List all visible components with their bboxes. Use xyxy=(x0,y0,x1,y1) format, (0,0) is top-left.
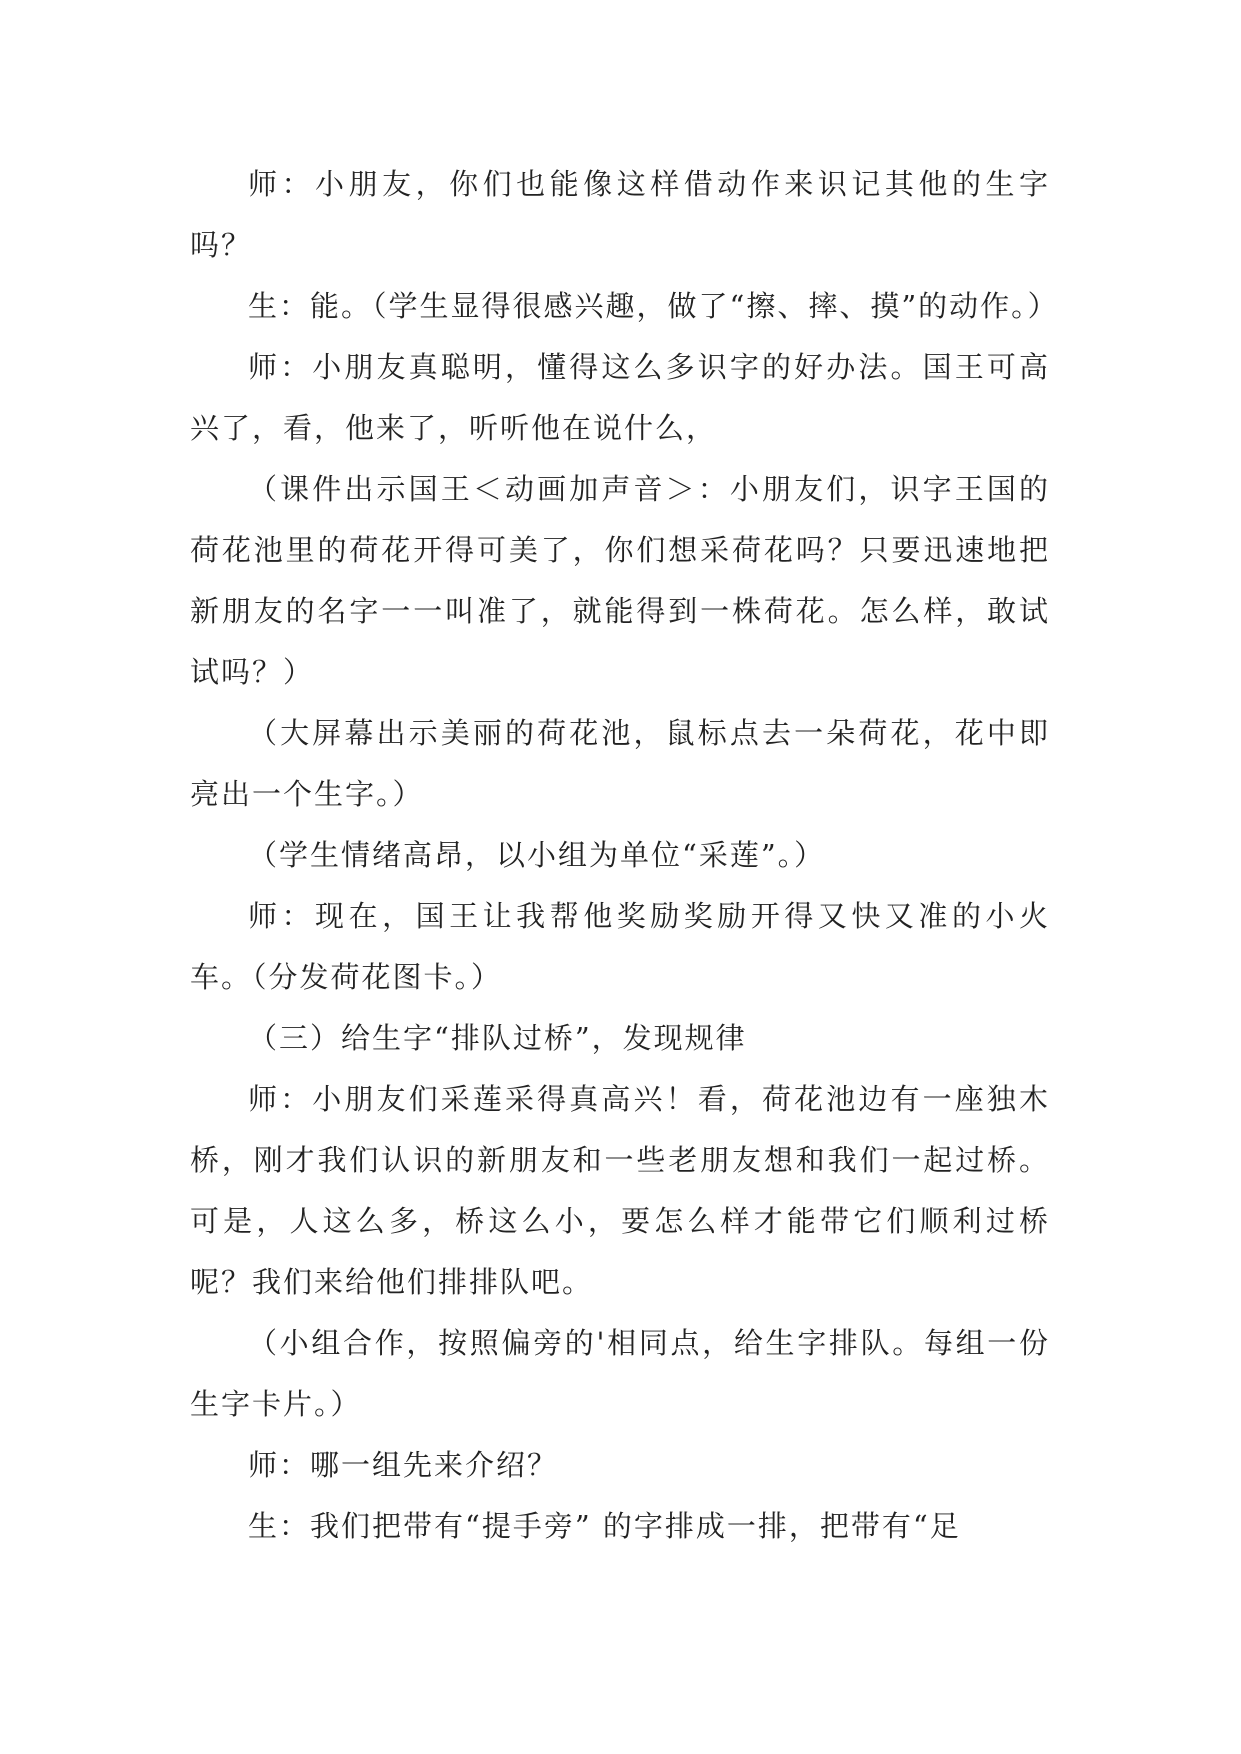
paragraph: （课件出示国王＜动画加声音＞：小朋友们，识字王国的荷花池里的荷花开得可美了，你们想采荷花吗？只要迅速地把新朋友的名字一一叫准了，就能得到一株荷花。怎么样，敢试试吗？） xyxy=(190,472,1050,689)
paragraph: （小组合作，按照偏旁的'相同点，给生字排队。每组一份生字卡片。） xyxy=(190,1326,1050,1421)
section-heading: （三）给生字“排队过桥”，发现规律 xyxy=(248,1021,747,1055)
paragraph: 生：我们把带有“提手旁” 的字排成一排，把带有“足 xyxy=(248,1509,961,1543)
paragraph: 师：小朋友们采莲采得真高兴！看，荷花池边有一座独木桥，刚才我们认识的新朋友和一些老朋友想和我们一起过桥。可是，人这么多，桥这么小，要怎么样才能带它们顺利过桥呢？我们来给他们排排队吧。 xyxy=(190,1082,1050,1299)
paragraph: 生：能。（学生显得很感兴趣，做了“擦、摔、摸”的动作。） xyxy=(248,289,1059,323)
paragraph: 师：哪一组先来介绍？ xyxy=(248,1448,559,1482)
paragraph: 师：小朋友，你们也能像这样借动作来识记其他的生字吗？ xyxy=(190,167,1050,262)
document-body xyxy=(190,154,1059,1557)
paragraph: 师：现在，国王让我帮他奖励奖励开得又快又准的小火车。（分发荷花图卡。） xyxy=(190,899,1050,994)
paragraph: （大屏幕出示美丽的荷花池，鼠标点去一朵荷花，花中即亮出一个生字。） xyxy=(190,716,1050,811)
paragraph: （学生情绪高昂，以小组为单位“采莲”。） xyxy=(248,838,826,872)
paragraph: 师：小朋友真聪明，懂得这么多识字的好办法。国王可高兴了，看，他来了，听听他在说什么， xyxy=(190,350,1050,445)
